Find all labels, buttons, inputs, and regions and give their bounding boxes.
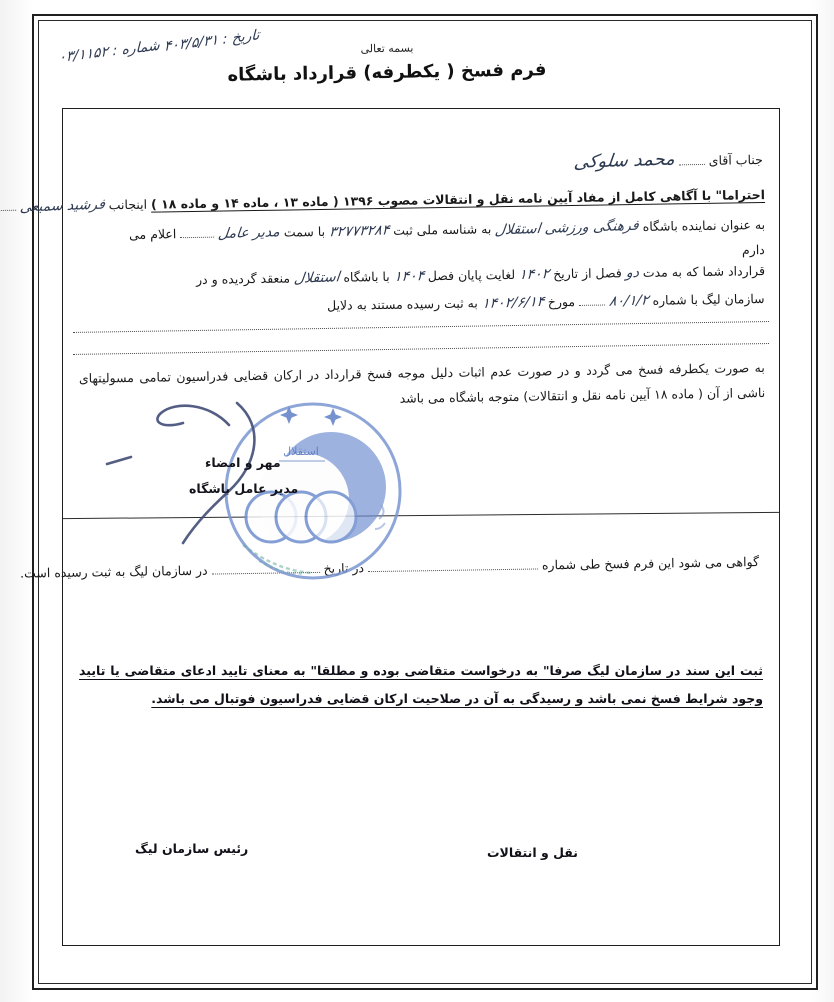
blank-dotted-line xyxy=(73,341,769,355)
contract-text-e: منعقد گردیده و در xyxy=(195,270,291,287)
number-label: شماره : xyxy=(112,37,160,60)
declare-word: دارم xyxy=(742,242,766,258)
signature-ink xyxy=(91,391,311,551)
club-name-handwritten: فرهنگی ورزشی استقلال xyxy=(494,217,640,239)
registration-text-b: مورخ xyxy=(548,293,576,310)
blank-dotted-line xyxy=(73,319,769,333)
number-value: ۰۳/۱۱۵۲ xyxy=(58,43,109,67)
stamp-club-name: استقلال xyxy=(283,445,319,458)
termination-paragraph: به صورت یکطرفه فسخ می گردد و در صورت عدم اثبات دلیل موجه فسخ قرارداد در ارکان قضایی فدراسیون تمامی مسولیتهای ناشی از آن ( ماده ۱۸ آیین نامه نقل و انتقالات) متوجه باشگاه می باشد xyxy=(78,360,766,406)
bismillah-text: بسمه تعالی xyxy=(360,41,414,56)
dotted-leader xyxy=(679,153,705,165)
addressee-label: جناب آقای xyxy=(708,152,764,168)
form-body-box xyxy=(19,108,780,946)
national-id-handwritten: ۳۲۷۷۳۲۸۴ xyxy=(328,222,391,241)
league-registration-notice: ثبت این سند در سازمان لیگ صرفا" به درخواست متقاضی بوده و مطلقا" به معنای تایید ادعای متقاضی یا تایید وجود شرایط فسخ نمی باشد و رسیدگی به آن در صلاحیت ارکان قضایی فدراسیون فوتبال می باشد. xyxy=(79,663,763,706)
contract-text-b: فصل از تاریخ xyxy=(553,265,622,282)
intro-bold-text: احتراما" با آگاهی کامل از مفاد آیین نامه نقل و انتقالات مصوب ۱۳۹۶ ( ماده ۱۳ ، ماده ۱۴ و ماده ۱۸ ) xyxy=(150,187,766,212)
seal-label-line1: مهر و امضاء xyxy=(205,455,281,470)
dotted-leader xyxy=(0,199,16,212)
rep-text-c: با سمت xyxy=(283,223,326,240)
stamp-star-right-icon xyxy=(324,408,342,426)
signature-top-curve xyxy=(157,406,229,426)
registration-date-handwritten: ۱۴۰۲/۶/۱۴ xyxy=(481,293,546,312)
duration-handwritten: دو xyxy=(624,264,640,282)
date-value: ۴۰۳/۵/۳۱ xyxy=(163,32,219,55)
signature-main-stroke xyxy=(183,403,254,543)
contract-club-handwritten: استقلال xyxy=(293,269,341,287)
dotted-leader xyxy=(180,226,214,239)
intro-rest-text: اینجانب xyxy=(108,196,148,213)
form-title: فرم فسخ ( یکطرفه) قرارداد باشگاه xyxy=(227,59,547,86)
footer-league-head-title: رئیس سازمان لیگ xyxy=(135,841,249,856)
registration-no-handwritten: ۸۰/۱/۲ xyxy=(608,292,650,310)
footer-transfers-title: نقل و انتقالات xyxy=(487,845,578,860)
rep-text-b: به شناسه ملی ثبت xyxy=(393,221,492,238)
contract-text-c: لغایت پایان فصل xyxy=(427,266,516,284)
certify-text-a: گواهی می شود این فرم فسخ طی شماره xyxy=(541,554,760,573)
certify-text-c: در سازمان لیگ به ثبت رسیده است. xyxy=(19,562,208,581)
certify-text-b: در تاریخ xyxy=(323,560,365,576)
contract-text-a: قرارداد شما که به مدت xyxy=(642,263,766,280)
declarant-name-handwritten: فرشید سمیعی xyxy=(19,196,106,216)
representative-line xyxy=(129,213,765,248)
seal-label-line2: مدیر عامل باشگاه xyxy=(189,481,299,496)
addressee-name-handwritten: محمد سلوکی xyxy=(573,148,677,173)
registration-line xyxy=(327,287,765,319)
addressee-line xyxy=(574,143,763,178)
season-from-handwritten: ۱۴۰۲ xyxy=(518,266,551,284)
rep-text-d: اعلام می xyxy=(128,226,177,242)
dotted-leader xyxy=(579,294,605,306)
signature-dash xyxy=(107,457,131,464)
rep-text-a: به عنوان نماینده باشگاه xyxy=(642,217,766,234)
registration-text-a: سازمان لیگ با شماره xyxy=(652,291,766,308)
contract-text-d: با باشگاه xyxy=(343,268,390,285)
stamp-ring-3 xyxy=(306,492,356,542)
date-label: تاریخ : xyxy=(222,27,260,48)
registration-text-c: به ثبت رسیده مستند به دلایل xyxy=(327,295,479,313)
role-handwritten: مدیر عامل xyxy=(217,224,281,243)
season-to-handwritten: ۱۴۰۴ xyxy=(392,268,425,286)
